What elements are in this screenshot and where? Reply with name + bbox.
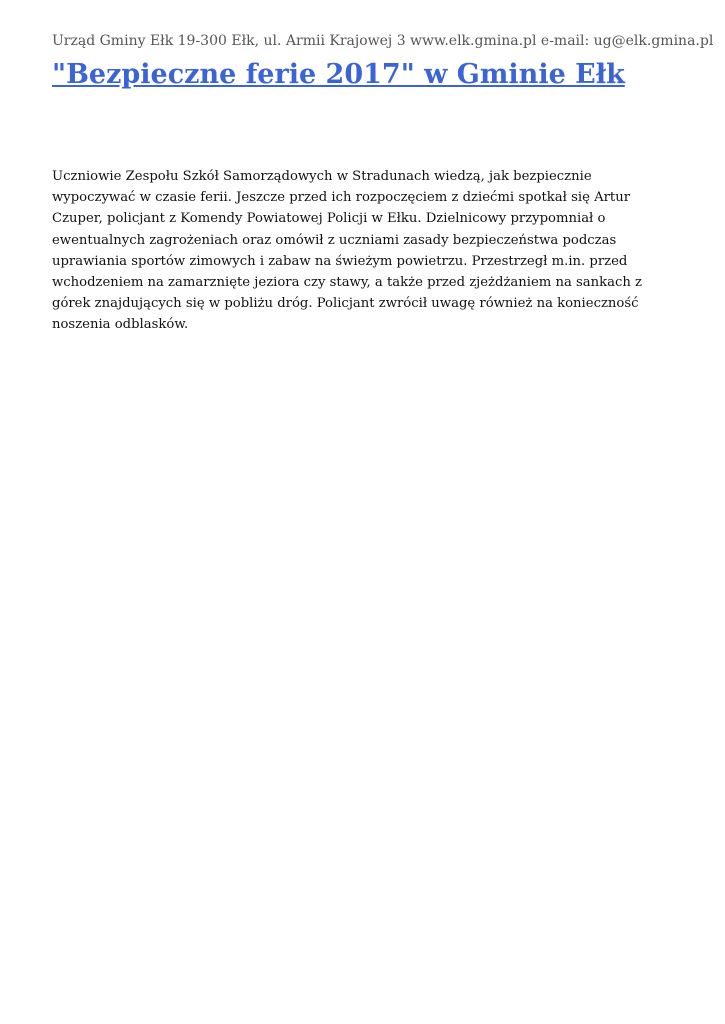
article-title-link[interactable]: "Bezpieczne ferie 2017" w Gminie Ełk (52, 59, 625, 90)
article-body: Uczniowie Zespołu Szkół Samorządowych w Stradunach wiedzą, jak bezpiecznie wypoczywać w czasie ferii. Jeszcze przed ich rozpoczęciem z dziećmi spotkał się Artur Czuper, policjant z Komendy Powiatowej Policji w Ełku. Dzielnicowy przypomniał o ewentualnych zagrożeniach oraz omówił z uczniami zasady bezpieczeństwa podczas uprawiania sportów zimowych i zabaw na świeżym powietrzu. Przestrzegł m.in. przed wchodzeniem na zamarznięte jeziora czy stawy, a także przed zjeżdżaniem na sankach z górek znajdujących się w pobliżu dróg. Policjant zwrócił uwagę również na konieczność noszenia odblasków. (52, 169, 643, 333)
office-contact-header: Urząd Gminy Ełk 19-300 Ełk, ul. Armii Krajowej 3 www.elk.gmina.pl e-mail: ug@elk.gmina.pl (52, 33, 714, 49)
